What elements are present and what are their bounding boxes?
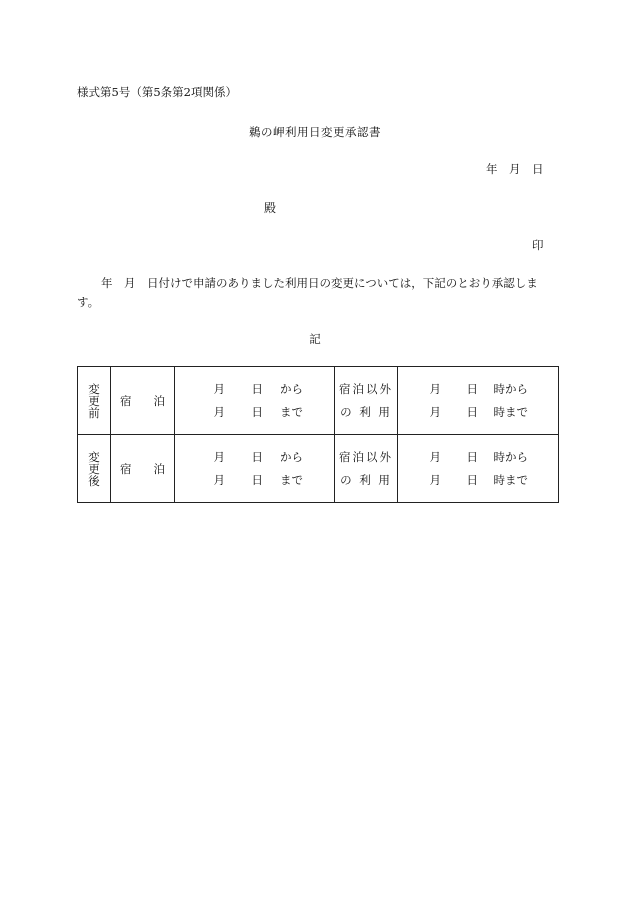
other-use-label: 宿泊以外 の 利 用 (335, 367, 398, 435)
other-use-period (398, 435, 559, 503)
form-number: 様式第5号（第5条第2項関係） (77, 85, 237, 99)
table-row-before (78, 367, 559, 435)
row-label-after: 変 更 後 (78, 435, 111, 503)
other-use-period (398, 367, 559, 435)
change-record-table (77, 366, 559, 503)
stay-label: 宿 泊 (111, 367, 175, 435)
time-to: 月 日 時まで (429, 472, 528, 487)
recipient-suffix: 殿 (264, 201, 277, 215)
row-label-before: 変 更 前 (78, 367, 111, 435)
period-from: 月 日 から (213, 449, 303, 464)
period-to: 月 日 まで (213, 404, 303, 419)
seal-mark: 印 (532, 238, 544, 252)
stay-label: 宿 泊 (111, 435, 175, 503)
ki-heading: 記 (309, 332, 321, 346)
approval-statement: 年 月 日付けで申請のありました利用日の変更については，下記のとおり承認します。 (77, 276, 538, 309)
document-title: 鵜の岬利用日変更承認書 (249, 125, 381, 139)
time-from: 月 日 時から (429, 381, 528, 396)
date-line: 年 月 日 (486, 162, 544, 176)
time-from: 月 日 時から (429, 449, 528, 464)
stay-period (175, 435, 335, 503)
period-from: 月 日 から (213, 381, 303, 396)
table-row-after (78, 435, 559, 503)
stay-period (175, 367, 335, 435)
other-use-label: 宿泊以外 の 利 用 (335, 435, 398, 503)
time-to: 月 日 時まで (429, 404, 528, 419)
period-to: 月 日 まで (213, 472, 303, 487)
